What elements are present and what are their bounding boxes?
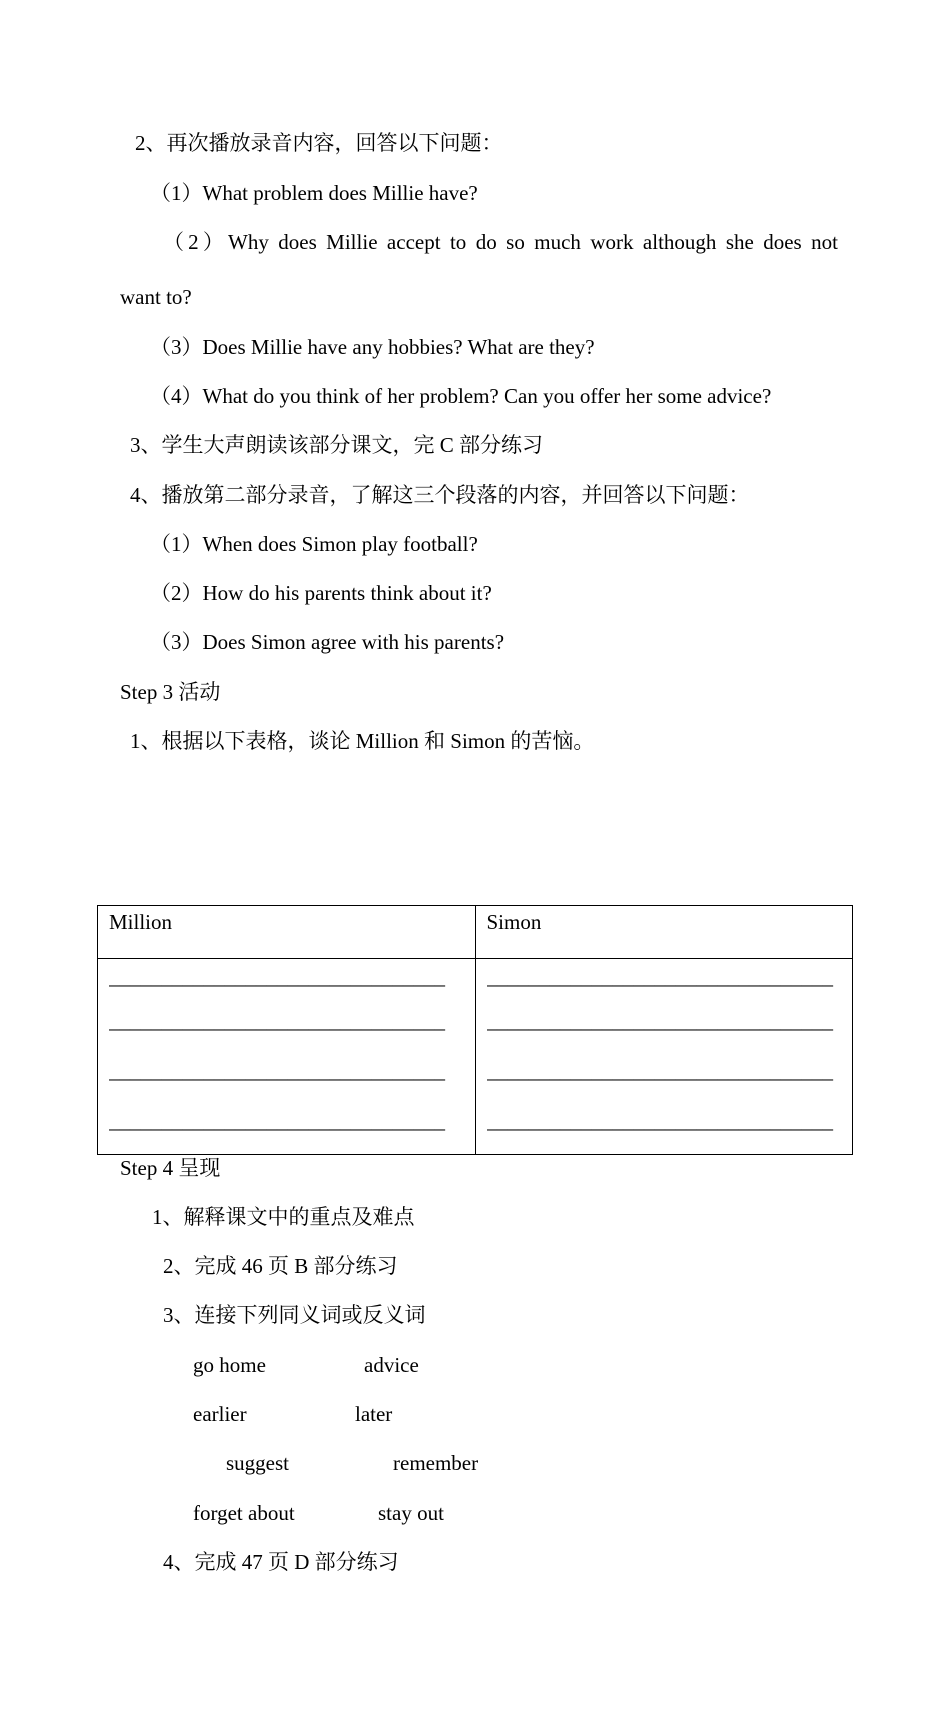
match-right-word: stay out: [378, 1501, 444, 1525]
table-header-million: Million: [98, 906, 476, 959]
step-4-item-2: 2、完成 46 页 B 部分练习: [163, 1254, 398, 1278]
answer-blank: ________________________________: [109, 1109, 445, 1133]
step-4-item-3: 3、连接下列同义词或反义词: [163, 1303, 426, 1327]
item-4-heading: 4、播放第二部分录音，了解这三个段落的内容，并回答以下问题：: [130, 483, 750, 507]
comparison-table: [97, 905, 853, 1155]
answer-blank: _________________________________: [486, 1059, 833, 1083]
question-simon-1: （1）When does Simon play football?: [150, 532, 478, 556]
table-header-simon: Simon: [475, 906, 853, 959]
step-3-item-1: 1、根据以下表格，谈论 Million 和 Simon 的苦恼。: [130, 729, 595, 753]
question-millie-1: （1）What problem does Millie have?: [150, 181, 478, 205]
simon-answer-cell: [475, 959, 853, 1155]
match-right-word: remember: [393, 1451, 479, 1475]
item-2-heading: 2、再次播放录音内容，回答以下问题：: [135, 131, 503, 155]
match-right-word: advice: [364, 1353, 419, 1377]
match-left-word: suggest: [226, 1451, 289, 1475]
answer-blank: ________________________________: [109, 1009, 445, 1033]
question-millie-4: （4）What do you think of her problem? Can you offer her some advice?: [150, 384, 772, 408]
match-left-word: earlier: [193, 1402, 247, 1426]
step-4-heading: Step 4 呈现: [120, 1156, 221, 1180]
match-right-word: later: [355, 1402, 393, 1426]
question-simon-2: （2）How do his parents think about it?: [150, 581, 492, 605]
item-3-heading: 3、学生大声朗读该部分课文，完 C 部分练习: [130, 433, 544, 457]
table-header-row: [98, 906, 853, 959]
table-body-row: [98, 959, 853, 1155]
match-left-word: forget about: [193, 1501, 295, 1525]
answer-blank: ________________________________: [109, 1059, 445, 1083]
step-4-item-1: 1、解释课文中的重点及难点: [152, 1205, 415, 1229]
match-left-word: go home: [193, 1353, 266, 1377]
answer-blank: _________________________________: [486, 965, 833, 989]
answer-blank: ________________________________: [109, 965, 445, 989]
question-simon-3: （3）Does Simon agree with his parents?: [150, 630, 505, 654]
question-millie-2-line2: want to?: [120, 285, 192, 309]
question-millie-3: （3）Does Millie have any hobbies? What are they?: [150, 335, 595, 359]
answer-blank: _________________________________: [486, 1009, 833, 1033]
step-4-item-4: 4、完成 47 页 D 部分练习: [163, 1550, 399, 1574]
answer-blank: _________________________________: [486, 1109, 833, 1133]
step-3-heading: Step 3 活动: [120, 680, 221, 704]
million-answer-cell: [98, 959, 476, 1155]
question-millie-2-line1: （2）Why does Millie accept to do so much work although she does not: [163, 230, 838, 254]
